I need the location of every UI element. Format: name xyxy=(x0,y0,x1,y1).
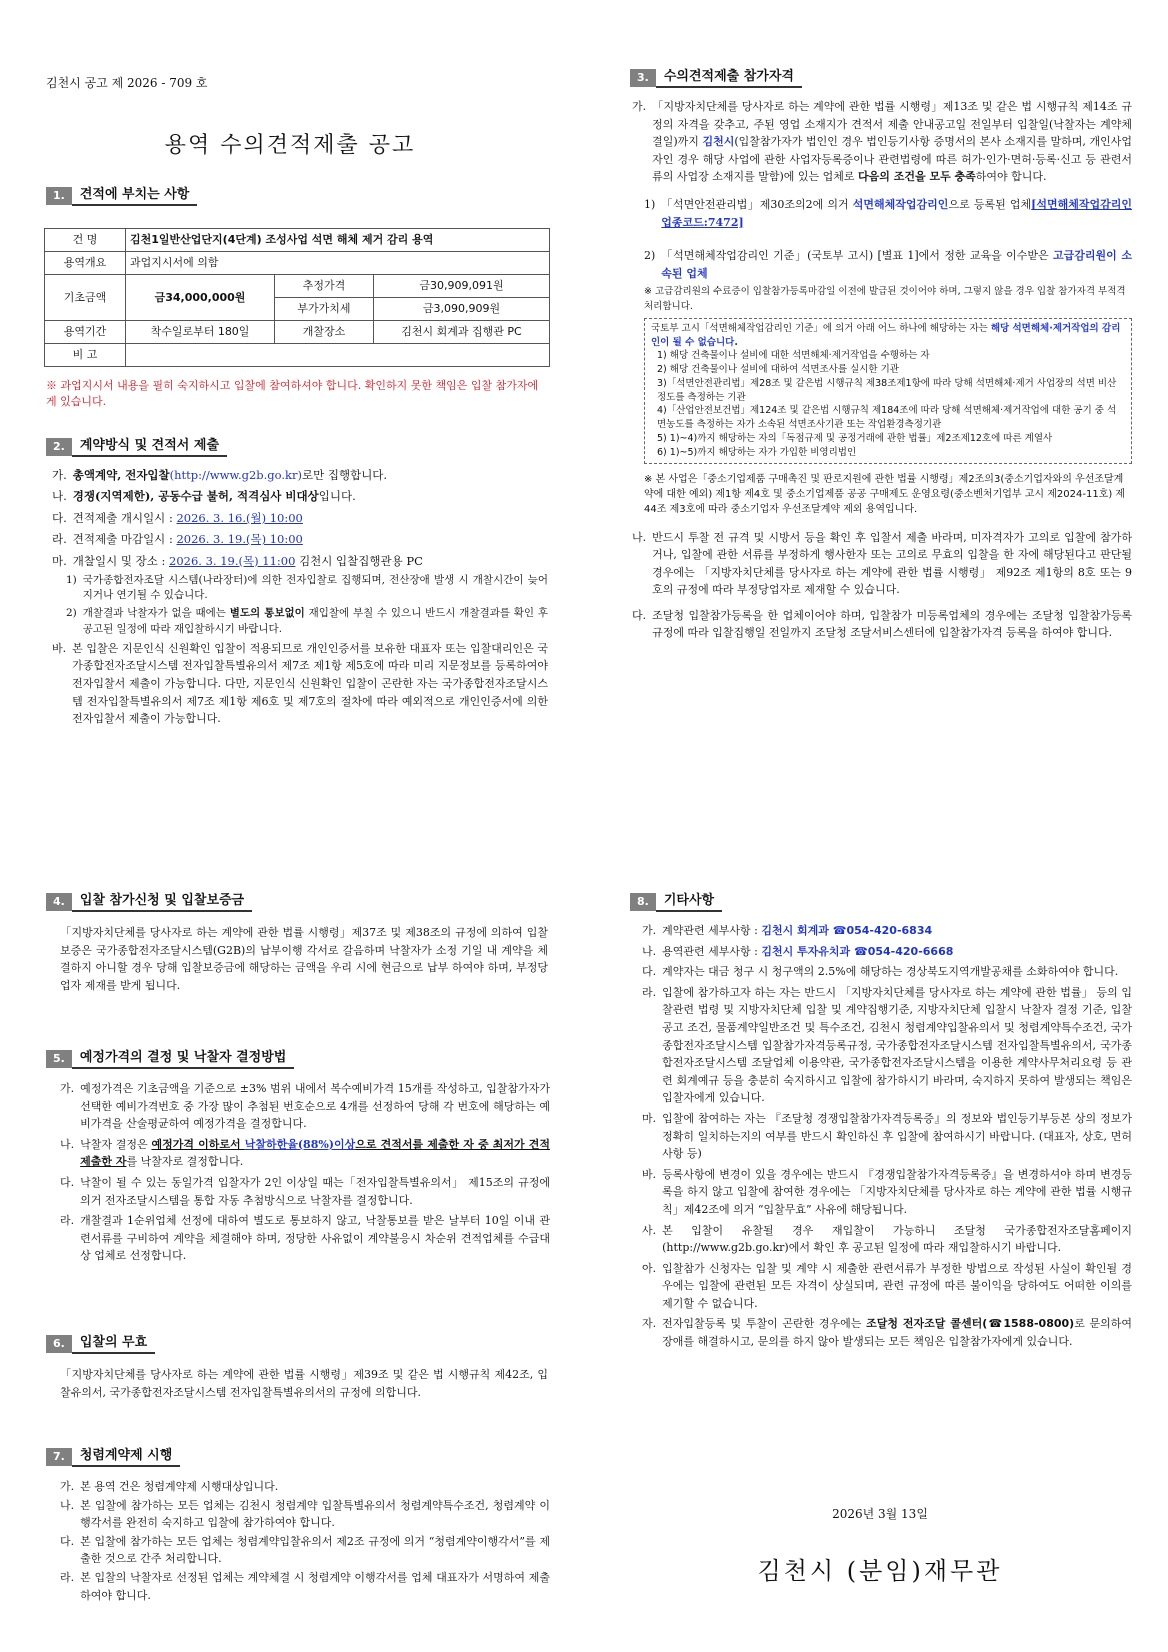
bold-text: 으로 견적서를 제출한 자 중 최저가 견적 제출한 자 xyxy=(80,1137,550,1169)
text: 「석면해체작업감리인 기준」(국토부 고시) [별표 1]에서 정한 교육을 이수받은 xyxy=(661,249,1053,263)
item-marker: 사. xyxy=(642,1223,657,1237)
text: 등록사항에 변경이 있을 경우에는 반드시 『경쟁입찰참가자격등록증』을 변경하셔야 하며 변경등록을 하지 않고 입찰에 참여한 경우에는 「지방자치단체를 당사자로 하는 계약에 관한 법률 시행규칙」제42조에 의거 “입찰무효” 사유에 해당됩니다. xyxy=(662,1167,1132,1216)
table-row xyxy=(45,344,550,367)
list-item xyxy=(60,1569,550,1604)
list-item xyxy=(60,1080,550,1133)
text: 입찰에 참가하고자 하는 자는 반드시 「지방자치단체를 당사자로 하는 계약에 관한 법률」 등의 입찰관련 법령 및 지방자치단체 입찰 및 계약집행기준, 지방자치단체 입찰시 낙찰자 결정 기준, 입찰공고 조건, 물품계약일반조건 및 특수조건, 김천시 청렴계약입찰유의서 및 청렴계약특수조건, 국가종합전자조달시스템 입찰참가자격등록규정, 국가종합전자조달시스템 전자입찰특별유의서, 국가종합전자조달시스템 조달업체 이용약관, 국가종합전자조달시스템을 이용한 계약사무처리요령 등 관련 회계예규 등을 충분히 숙지하시고 입찰에 참가하시기 바라며, 숙지하지 못하여 발생되는 책임은 입찰자에게 있습니다. xyxy=(662,985,1132,1105)
list-item xyxy=(60,1174,550,1209)
text: (입찰참가자가 법인인 경우 법인등기사항 증명서의 본사 소재지를 말하며, 개인사업자인 경우 해당 사업에 관한 사업자등록증이나 관련법령에 따른 허가·인가·면허·등록·신고 등 관련서류의 사업장 소재지를 말함)에 있는 업체로 xyxy=(652,135,1133,184)
list-item xyxy=(52,487,548,505)
text: 로만 집행합니다. xyxy=(302,468,388,482)
lower-limit-rate: 낙찰하한율(88%)이상 xyxy=(244,1137,356,1151)
text: 으로 등록된 업체 xyxy=(948,197,1032,211)
sub-item xyxy=(66,606,548,636)
item-marker: 다. xyxy=(60,1175,75,1189)
item-marker: 1) xyxy=(644,197,656,211)
item-marker: 2) xyxy=(644,249,656,263)
list-item xyxy=(60,1497,550,1532)
table-row xyxy=(45,275,550,298)
section-1-header xyxy=(46,187,197,205)
section-5-header xyxy=(46,1050,294,1068)
notice-date: 2026년 3월 13일 xyxy=(832,1507,928,1521)
item-marker: 라. xyxy=(60,1570,75,1584)
item-marker: 가. xyxy=(52,468,67,482)
item-marker: 라. xyxy=(642,985,657,999)
text: 예정가격은 기초금액을 기준으로 ±3% 범위 내에서 복수예비가격 15개를 작성하고, 입찰참가자가 선택한 예비가격번호 중 가장 많이 추첨된 번호순으로 4개를 선정하여 당해 각 번호에 해당하는 예비가격을 산술평균하여 예정가격을 결정합니다. xyxy=(80,1082,550,1131)
spec-table-wrap xyxy=(44,228,550,367)
table-row xyxy=(45,252,550,275)
remark-value xyxy=(126,344,550,367)
item-marker: 나. xyxy=(60,1498,75,1512)
list-item xyxy=(642,943,1132,961)
item-marker: 나. xyxy=(632,530,647,544)
competition-type: 경쟁(지역제한), 공동수급 불허, 적격심사 비대상 xyxy=(72,489,319,504)
blue-text: 고급감리원이 소속된 업체 xyxy=(661,249,1132,280)
section-number: 8. xyxy=(630,893,656,911)
signature: 김천시 (분임)재무관 xyxy=(757,1557,1003,1585)
item-marker: 바. xyxy=(642,1167,657,1181)
section-6-header xyxy=(46,1335,155,1353)
section-title: 기타사항 xyxy=(656,892,722,912)
item-marker: 가. xyxy=(632,100,647,113)
list-item xyxy=(642,984,1132,1107)
text: 본 용역 건은 청렴계약제 시행대상입니다. xyxy=(80,1480,279,1493)
section-6-body: 「지방자치단체를 당사자로 하는 계약에 관한 법률 시행령」제39조 및 같은 법 시행규칙 제42조, 입찰유의서, 국가종합전자조달시스템 전자입찰특별유의서의 규정에 의합니다. xyxy=(60,1368,548,1399)
doc-number: 김천시 공고 제 2026 - 709 호 xyxy=(46,76,208,90)
base-value: 금34,000,000원 xyxy=(126,275,275,321)
list-item xyxy=(642,922,1132,940)
vat-label: 부가가치세 xyxy=(275,298,374,321)
text: 「지방자치단체를 당사자로 하는 계약에 관한 법률 시행령」제13조 및 같은 법 시행규칙 제14조 규정의 자격을 갖추고, 주된 영업 소재지가 견적서 제출 안내공고일 전일부터 입찰일(낙찰자는 계약체결일)까지 xyxy=(652,100,1132,149)
item-marker: 다. xyxy=(632,608,647,622)
s1-notice: ※ 과업지시서 내용을 필히 숙지하시고 입찰에 참여하셔야 합니다. 확인하지 못한 책임은 입찰 참가자에게 있습니다. xyxy=(46,379,539,408)
list-item xyxy=(52,466,548,484)
doc-title: 용역 수의견적제출 공고 xyxy=(164,133,416,158)
list-item xyxy=(52,640,548,728)
list-item xyxy=(632,529,1132,599)
text: 반드시 투찰 전 규격 및 시방서 등을 확인 후 입찰서 제출 바라며, 미자격자가 고의로 입찰에 참가하거나, 입찰에 관한 서류를 부정하게 행사한자 또는 고의로 무효의 입찰을 한 자에 해당된다고 판단될 경우에는 「지방자치단체를 당사자로 하는 계약에 관한 법률 시행령」 제92조 제1항의 8호 또는 9호의 규정에 따라 부정당업자로 제재할 수 있습니다. xyxy=(652,530,1132,597)
list-item: 1) 해당 건축물이나 설비에 대한 석면해체·제거작업을 수행하는 자 xyxy=(657,350,930,362)
list-item xyxy=(642,1315,1132,1350)
name-label: 건 명 xyxy=(45,229,126,252)
section-title: 청렴계약제 시행 xyxy=(72,1447,180,1467)
opening-label: 개찰일시 및 장소 : xyxy=(72,553,166,568)
deadline-datetime: 2026. 3. 19.(목) 10:00 xyxy=(176,532,303,547)
text: 재입찰에 부칠 수 있으니 반드시 개찰결과를 확인 후 공고된 일정에 따라 재입찰하시기 바랍니다. xyxy=(82,607,548,635)
section-3-body xyxy=(632,98,1132,645)
sme-note: ※ 본 사업은「중소기업제품 구매촉진 및 판로지원에 관한 법률 시행령」제2조의3(중소기업자와의 우선조달계약에 대한 예외) 제1항 제4호 및 중소기업제품 공공 구매제도 운영요령(중소벤처기업부 고시 제2024-11호) 제44조 제3호에 따라 중소기업자 우선조달계약 제외 용역입니다. xyxy=(644,473,1126,515)
g2b-link[interactable]: (http://www.g2b.go.kr) xyxy=(169,468,302,482)
list-item xyxy=(52,509,548,527)
section-2-header xyxy=(46,438,227,456)
section-number: 5. xyxy=(46,1050,72,1068)
opening-datetime: 2026. 3. 19.(목) 11:00 xyxy=(169,553,296,568)
list-item xyxy=(52,552,548,570)
service-contact: 김천시 투자유치과 ☎054-420-6668 xyxy=(761,944,954,958)
text: 본 입찰에 참가하는 모든 업체는 청렴계약입찰유의서 제2조 규정에 의거 “청렴계약이행각서”를 제출한 것으로 간주 처리합니다. xyxy=(80,1534,550,1566)
item-marker: 바. xyxy=(52,641,67,655)
section-title: 예정가격의 결정 및 낙찰자 결정방법 xyxy=(72,1049,294,1069)
start-datetime: 2026. 3. 16.(월) 10:00 xyxy=(176,510,303,525)
list-item xyxy=(52,530,548,548)
city-name: 김천시 xyxy=(702,135,735,149)
name-value: 김천1일반산업단지(4단계) 조성사업 석면 해체 제거 감리 용역 xyxy=(126,229,550,252)
text: 본 입찰이 유찰될 경우 재입찰이 가능하니 조달청 국가종합전자조달홈페이지(http://www.g2b.go.kr)에서 확인 후 공고된 일정에 따라 재입찰하시기 바랍니다. xyxy=(662,1223,1132,1255)
item-marker: 나. xyxy=(642,944,657,958)
text: 전자입찰등록 및 투찰이 곤란한 경우에는 xyxy=(662,1317,867,1331)
list-item xyxy=(632,98,1132,186)
section-number: 2. xyxy=(46,438,72,456)
list-item: 3)「석면안전관리법」제28조 및 같은법 시행규칙 제38조제1항에 따라 당해 석면해체·제거 사업장의 석면 비산정도를 측정하는 기관 xyxy=(657,377,1117,403)
blue-text: 석면해체작업감리인 xyxy=(852,197,949,211)
item-marker: 자. xyxy=(642,1317,657,1331)
text: 입찰참가 신청자는 입찰 및 계약 시 제출한 관련서류가 부정한 방법으로 작성된 사실이 확인될 경우에는 입찰에 관련된 모든 자격이 상실되며, 관련 규정에 따른 불이익을 당하여도 어떠한 이의를 제기할 수 없습니다. xyxy=(662,1261,1132,1310)
item-marker: 다. xyxy=(642,965,657,979)
item-marker: 라. xyxy=(60,1214,75,1228)
section-3-header xyxy=(630,69,802,87)
item-marker: 1) xyxy=(66,573,77,586)
list-item xyxy=(632,607,1132,642)
text: 낙찰자 결정은 xyxy=(80,1137,152,1151)
table-row xyxy=(45,229,550,252)
sub-item xyxy=(644,196,1132,231)
text: 국토부 고시「석면해체작업감리인 기준」에 의거 아래 어느 하나에 해당하는 자는 xyxy=(651,322,991,334)
section-2-body xyxy=(52,466,548,731)
note-text: ※ 고급감리원의 수료증이 입찰참가등록마감일 이전에 발급된 것이어야 하며, 그렇지 않을 경우 입찰 참가자격 부적격 처리합니다. xyxy=(644,286,1126,312)
section-number: 7. xyxy=(46,1448,72,1466)
item-marker: 2) xyxy=(66,607,77,620)
deadline-label: 견적제출 마감일시 : xyxy=(72,532,173,547)
text: 국가종합전자조달 시스템(나라장터)에 의한 전자입찰로 집행되며, 전산장애 발생 시 개찰시간이 늦어지거나 연기될 수 있습니다. xyxy=(82,573,548,602)
text: 본 입찰은 지문인식 신원확인 입찰이 적용되므로 개인인증서를 보유한 대표자 또는 입찰대리인은 국가종합전자조달시스템 전자입찰특별유의서 제7조 제1항 제5호에 따라 미리 지문정보를 등록하여야 전자입찰서 제출이 가능합니다. 다만, 지문인식 신원확인 입찰이 곤란한 자는 국가종합전자조달시스템 전자입찰특별유의서 제7조 제1항 제6호 및 제7호의 절차에 따라 예외적으로 개인인증서에 의한 전자입찰서 제출이 가능합니다. xyxy=(72,641,548,726)
section-number: 6. xyxy=(46,1335,72,1353)
sub-item xyxy=(66,573,548,603)
item-marker: 나. xyxy=(52,489,67,504)
section-title: 입찰 참가신청 및 입찰보증금 xyxy=(72,892,252,912)
text: 계약자는 대금 청구 시 청구액의 2.5%에 해당하는 경상북도지역개발공채를 소화하여야 합니다. xyxy=(662,965,1119,979)
section-title: 계약방식 및 견적서 제출 xyxy=(72,437,227,457)
overview-label: 용역개요 xyxy=(45,252,126,275)
box-list xyxy=(651,349,1125,459)
disqualification-box xyxy=(644,318,1132,464)
item-marker: 마. xyxy=(52,553,67,568)
contract-contact-label: 계약관련 세부사항 : xyxy=(662,924,758,937)
text: 낙찰이 될 수 있는 동일가격 입찰자가 2인 이상일 때는「전자입찰특별유의서」 제15조의 규정에 의거 전자조달시스템을 통합 자동 추첨방식으로 낙찰자를 결정합니다. xyxy=(80,1175,550,1207)
item-marker: 다. xyxy=(52,510,67,525)
blue-text: 해당 석면해체·제거작업의 감리인이 될 수 없습니다. xyxy=(651,322,1121,348)
section-5-body xyxy=(60,1080,550,1268)
bold-text: 별도의 통보없이 xyxy=(229,607,305,620)
list-item xyxy=(642,1222,1132,1257)
item-marker: 가. xyxy=(60,1082,75,1095)
list-item: 4)「산업안전보건법」제124조 및 같은법 시행규칙 제184조에 따라 당해 석면해체·제거작업에 대한 공기 중 석면농도를 측정하는 자가 소속된 석면조사기관 또는 작업환경측정기관 xyxy=(657,405,1117,431)
spec-table xyxy=(44,228,550,367)
text: 「석면안전관리법」제30조의2에 의거 xyxy=(661,197,853,211)
service-contact-label: 용역관련 세부사항 : xyxy=(662,944,758,958)
list-item xyxy=(60,1533,550,1568)
text: 를 낙찰자로 결정합니다. xyxy=(126,1155,244,1169)
text: 본 입찰에 참가하는 모든 업체는 김천시 청렴계약 입찰특별유의서 청렴계약특수조건, 청렴계약 이행각서를 완전히 숙지하고 입찰에 참가하여야 합니다. xyxy=(80,1498,550,1530)
text: 입니다. xyxy=(318,489,356,504)
contract-contact: 김천시 회계과 ☎054-420-6834 xyxy=(761,924,933,937)
item-marker: 라. xyxy=(52,532,67,547)
bold-text: 다음의 조건을 모두 충족 xyxy=(858,170,976,184)
opening-place: 김천시 입찰집행관용 PC xyxy=(299,553,423,568)
item-marker: 가. xyxy=(642,924,657,937)
section-4-body: 「지방자치단체를 당사자로 하는 계약에 관한 법률 시행령」제37조 및 제38조의 규정에 의하여 입찰보증은 국가종합전자조달시스템(G2B)의 납부이행 각서로 갈음하며 낙찰자가 소정 기일 내 계약을 체결하지 아니할 경우 당해 입찰보증금에 해당하는 금액을 우리 시에 현금으로 납부 하여야 하며, 부정당업자 제재를 받게 됩니다. xyxy=(60,926,548,992)
period-label: 용역기간 xyxy=(45,321,126,344)
bold-text: 예정가격 이하로서 xyxy=(151,1137,245,1151)
list-item: 5) 1)~4)까지 해당하는 자의「독점규제 및 공정거래에 관한 법률」제2조제12호에 따른 계열사 xyxy=(657,432,1053,444)
open-place-value: 김천시 회계과 집행관 PC xyxy=(374,321,550,344)
text: 입찰에 참여하는 자는 『조달청 경쟁입찰참가자격등록증』의 정보와 법인등기부등본 상의 정보가 정확히 일치하는지의 여부를 반드시 확인하신 후 입찰에 참여하시기 바랍니다. (대표자, 상호, 면허사항 등) xyxy=(662,1111,1132,1161)
section-4-header xyxy=(46,893,252,911)
item-marker: 아. xyxy=(642,1261,657,1275)
list-item xyxy=(642,963,1132,981)
industry-code: [석면해체작업감리인 업종코드:7472] xyxy=(661,197,1132,229)
item-marker: 다. xyxy=(60,1534,75,1548)
section-title: 견적에 부치는 사항 xyxy=(72,186,198,206)
item-marker: 가. xyxy=(60,1480,75,1493)
text: 개찰결과 낙찰자가 없을 때에는 xyxy=(82,607,230,620)
base-label: 기초금액 xyxy=(45,275,126,321)
contract-type: 총액계약, 전자입찰 xyxy=(72,468,170,482)
section-title: 수의견적제출 참가자격 xyxy=(656,68,802,88)
list-item xyxy=(642,1260,1132,1313)
list-item xyxy=(60,1478,550,1496)
call-center: 조달청 전자조달 콜센터(☎1588-0800) xyxy=(866,1317,1075,1331)
item-marker: 나. xyxy=(60,1137,75,1151)
list-item xyxy=(60,1136,550,1171)
est-label: 추정가격 xyxy=(275,275,374,298)
period-value: 착수일로부터 180일 xyxy=(126,321,275,344)
vat-value: 금3,090,909원 xyxy=(374,298,550,321)
open-place-label: 개찰장소 xyxy=(275,321,374,344)
sub-item xyxy=(644,247,1132,282)
list-item xyxy=(60,1212,550,1265)
start-label: 견적제출 개시일시 : xyxy=(72,510,173,525)
section-7-header xyxy=(46,1448,180,1466)
list-item: 2) 해당 건축물이나 설비에 대하여 석면조사를 실시한 기관 xyxy=(657,364,899,376)
section-number: 1. xyxy=(46,187,72,205)
section-7-body xyxy=(60,1478,550,1605)
text: 개찰결과 1순위업체 선정에 대하여 별도로 통보하지 않고, 낙찰통보를 받은 날부터 10일 이내 관련서류를 구비하여 계약을 체결해야 하며, 정당한 사유없이 계약불응시 차순위 견적업체를 수급대상 업체로 선정합니다. xyxy=(80,1214,550,1263)
list-item: 6) 1)~5)까지 해당하는 자가 가입한 비영리법인 xyxy=(657,446,857,458)
overview-value: 과업지시서에 의함 xyxy=(126,252,550,275)
item-marker: 마. xyxy=(642,1111,657,1125)
text: 로 문의하여 장애를 해결하시고, 문의를 하지 않아 발생되는 모든 책임은 입찰참가자에게 있습니다. xyxy=(662,1317,1132,1349)
text: 하여야 합니다. xyxy=(975,170,1047,184)
section-8-header xyxy=(630,893,722,911)
section-number: 3. xyxy=(630,69,656,87)
section-number: 4. xyxy=(46,893,72,911)
remark-label: 비 고 xyxy=(45,344,126,367)
list-item xyxy=(642,1166,1132,1219)
list-item xyxy=(642,1110,1132,1163)
section-title: 입찰의 무효 xyxy=(72,1334,155,1354)
est-value: 금30,909,091원 xyxy=(374,275,550,298)
section-8-body xyxy=(642,922,1132,1354)
text: 본 입찰의 낙찰자로 선정된 업체는 계약체결 시 청렴계약 이행각서를 업체 대표자가 서명하여 제출하여야 합니다. xyxy=(80,1570,550,1602)
text: 조달청 입찰참가등록을 한 업체이어야 하며, 입찰참가 미등록업체의 경우에는 조달청 입찰참가등록규정에 따라 입찰집행일 전일까지 조달청 조달서비스센터에 입찰참가자격 등록을 하여야 합니다. xyxy=(652,608,1132,640)
table-row xyxy=(45,321,550,344)
